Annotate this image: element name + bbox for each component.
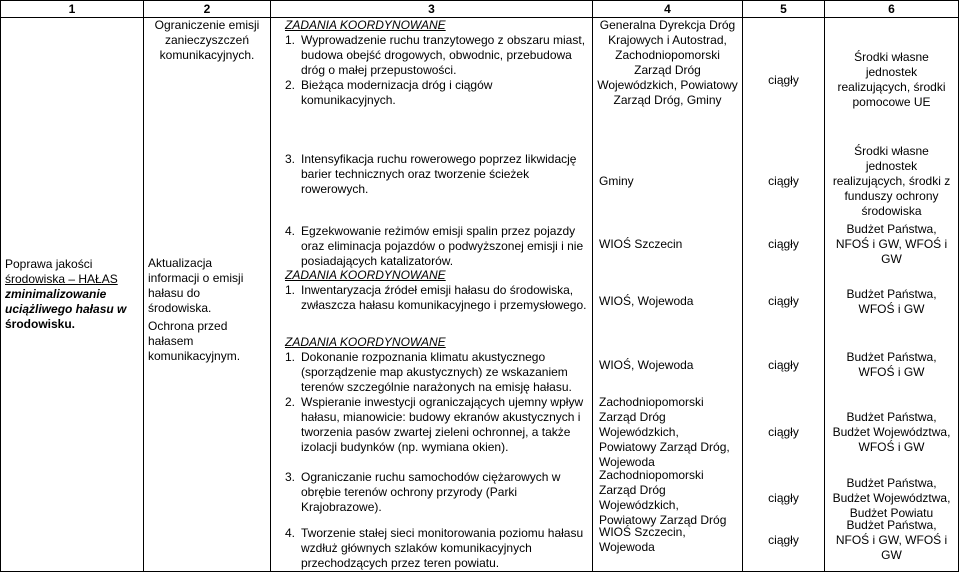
direction-a-line-3: komunikacyjnych.	[159, 48, 255, 62]
responsible-3: WIOŚ Szczecin	[599, 236, 683, 251]
section-heading-2: ZADANIA KOORDYNOWANE	[285, 268, 446, 282]
task-text-3: Intensyfikacja ruchu rowerowego poprzez likwidację barier technicznych oraz tworzenie ścieżek rowerowych.	[301, 152, 577, 196]
funding-4: Budżet Państwa, WFOŚ i GW	[846, 286, 937, 316]
direction-a-line-1: Ograniczenie emisji	[154, 18, 260, 32]
task-text-4: Egzekwowanie reżimów emisji spalin przez pojazdy oraz eliminacja pojazdów o podwyższonej emisji i nie posiadających katalizatorów.	[301, 224, 584, 268]
goal-cell	[1, 18, 144, 572]
header-cell-6: 6	[825, 1, 959, 18]
direction-b-line-3: hałasu do	[148, 286, 201, 300]
header-cell-4: 4	[593, 1, 743, 18]
task-number-3: 3.	[285, 152, 296, 166]
body-row	[1, 18, 959, 572]
direction-b-line-1: Aktualizacja	[148, 256, 213, 270]
timeframe-6: ciągły	[768, 425, 799, 439]
task-text-5: Inwentaryzacja źródeł emisji hałasu do środowiska, zwłaszcza hałasu komunikacyjnego i przemysłowego.	[301, 283, 587, 312]
funding-2: Środki własne jednostek realizujących, środki z funduszy ochrony środowiska	[832, 143, 951, 218]
timeframe-4: ciągły	[768, 294, 799, 308]
direction-b-line-4: środowiska.	[148, 301, 212, 315]
task-item-4	[271, 224, 592, 269]
responsible-cell	[593, 18, 743, 572]
section-heading-1: ZADANIA KOORDYNOWANE	[285, 18, 446, 32]
header-cell-3: 3	[271, 1, 593, 18]
goal-line-5: środowisku.	[5, 316, 76, 331]
responsible-1: Generalna Dyrekcja Dróg Krajowych i Autostrad, Zachodniopomorski Zarząd Dróg Wojewódzkich, Powiatowy Zarząd Dróg, Gminy	[597, 18, 738, 107]
section-heading-3: ZADANIA KOORDYNOWANE	[285, 335, 446, 349]
goal-line-4: uciążliwego hałasu w	[5, 301, 127, 316]
direction-b-line-2: informacji o emisji	[148, 271, 244, 285]
task-text-2: Bieżąca modernizacja dróg i ciągów komunikacyjnych.	[301, 78, 493, 107]
direction-c-line-1: Ochrona przed	[148, 319, 228, 333]
responsible-2: Gminy	[599, 173, 634, 188]
task-text-1: Wyprowadzenie ruchu tranzytowego z obszaru miast, budowa obejść drogowych, obwodnic, przebudowa dróg o małej przepustowości.	[301, 33, 586, 77]
task-number-9: 4.	[285, 526, 296, 540]
task-text-6: Dokonanie rozpoznania klimatu akustycznego (sporządzenie map akustycznych) ze wskazaniem terenów szczególnie narażonych na emisję hałasu.	[301, 350, 572, 394]
timeframe-1: ciągły	[768, 72, 799, 87]
task-item-1	[271, 33, 592, 78]
task-item-8	[271, 470, 592, 515]
responsible-4: WIOŚ, Wojewoda	[599, 294, 694, 308]
funding-8: Budżet Państwa, NFOŚ i GW, WFOŚ i GW	[835, 517, 948, 562]
task-item-7	[271, 395, 592, 455]
timeframe-8: ciągły	[768, 532, 799, 547]
task-number-7: 2.	[285, 395, 296, 409]
task-number-1: 1.	[285, 33, 296, 47]
task-item-3	[271, 152, 592, 197]
header-row	[1, 1, 959, 18]
responsible-8: WIOŚ Szczecin, Wojewoda	[599, 525, 686, 554]
task-number-4: 4.	[285, 224, 296, 238]
funding-3: Budżet Państwa, NFOŚ i GW, WFOŚ i GW	[835, 221, 948, 266]
timeframe-3: ciągły	[768, 236, 799, 251]
funding-7: Budżet Państwa, Budżet Województwa, Budżet Powiatu	[832, 475, 951, 520]
task-text-8: Ograniczanie ruchu samochodów ciężarowych w obrębie terenów ochrony przyrody (Parki Krajobrazowe).	[301, 470, 561, 514]
task-number-2: 2.	[285, 78, 296, 92]
direction-c-line-2: hałasem	[148, 334, 194, 348]
header-cell-5: 5	[743, 1, 825, 18]
direction-a-line-2: zanieczyszczeń	[164, 33, 250, 47]
funding-5: Budżet Państwa, WFOŚ i GW	[846, 350, 937, 379]
task-number-8: 3.	[285, 470, 296, 484]
timeframe-5: ciągły	[768, 357, 799, 372]
task-number-6: 1.	[285, 350, 296, 364]
header-cell-1: 1	[1, 1, 144, 18]
task-number-5: 1.	[285, 283, 296, 297]
goal-line-2: środowiska – HAŁAS	[5, 271, 118, 286]
timeframe-cell	[743, 18, 825, 572]
direction-c-line-3: komunikacyjnym.	[148, 349, 241, 363]
goal-line-3: zminimalizowanie	[5, 286, 107, 301]
timeframe-2: ciągły	[768, 173, 799, 188]
responsible-5: WIOŚ, Wojewoda	[599, 357, 694, 372]
header-cell-2: 2	[144, 1, 271, 18]
task-item-9	[271, 526, 592, 571]
funding-cell	[825, 18, 959, 572]
funding-6: Budżet Państwa, Budżet Województwa, WFOŚ i GW	[832, 410, 951, 454]
task-text-7: Wspieranie inwestycji ograniczających ujemny wpływ hałasu, mianowicie: budowy ekranów akustycznych i tworzenia pasów zwartej zieleni ochronnej, a także izolacji budynków (np. wymiana okien).	[301, 395, 584, 454]
funding-1: Środki własne jednostek realizujących, środki pomocowe UE	[837, 50, 946, 109]
goal-line-1: Poprawa jakości	[5, 256, 93, 271]
direction-cell	[144, 18, 271, 572]
task-text-9: Tworzenie stałej sieci monitorowania poziomu hałasu wzdłuż głównych szlaków komunikacyjnych przechodzących przez teren powiatu.	[301, 526, 584, 570]
responsible-6: Zachodniopomorski Zarząd Dróg Wojewódzkich, Powiatowy Zarząd Dróg, Wojewoda	[599, 395, 730, 469]
tasks-cell	[271, 18, 593, 572]
task-item-6	[271, 350, 592, 395]
task-item-2	[271, 78, 592, 108]
timeframe-7: ciągły	[768, 490, 799, 505]
responsible-7: Zachodniopomorski Zarząd Dróg Wojewódzkich, Powiatowy Zarząd Dróg	[599, 468, 727, 527]
task-item-5	[271, 283, 592, 313]
